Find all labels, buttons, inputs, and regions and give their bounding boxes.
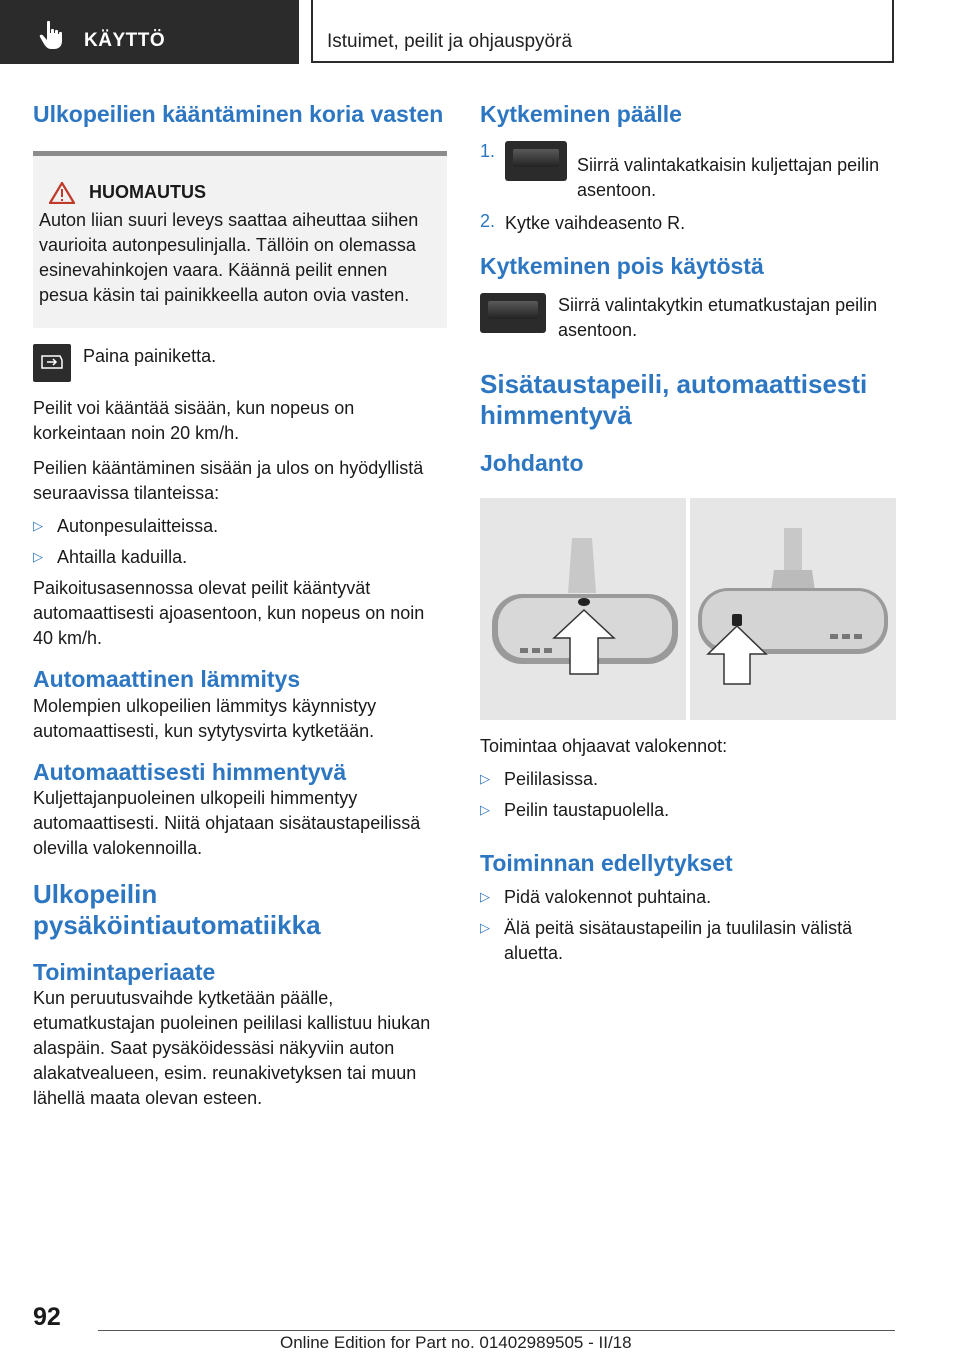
warning-note <box>33 151 447 328</box>
bullet-text: Älä peitä sisätaustapeilin ja tuulilasin välistä aluetta. <box>504 918 853 964</box>
bullet-triangle-icon: ▷ <box>480 920 490 936</box>
list-item <box>480 885 896 910</box>
warning-triangle-icon <box>49 182 75 204</box>
footer-divider <box>98 1330 895 1331</box>
note-title: HUOMAUTUS <box>89 182 206 203</box>
interior-mirror-illustration <box>480 498 896 720</box>
bullet-text: Peilin taustapuolella. <box>504 799 670 820</box>
section-label: KÄYTTÖ <box>84 30 166 51</box>
bullet-text: Ahtailla kaduilla. <box>57 546 188 567</box>
left-column <box>33 100 447 1111</box>
step-text: Siirrä valintakatkaisin kuljettajan peilin asentoon. <box>577 154 880 200</box>
press-button-text: Paina painiketta. <box>83 345 217 366</box>
heading-principle: Toimintaperiaate <box>33 958 216 985</box>
paragraph-heating: Molempien ulkopeilien lämmitys käynnistyy automaattisesti, kun sytytysvirta kytketään. <box>33 695 377 741</box>
header-section-tab <box>0 0 299 64</box>
selector-switch-icon <box>480 293 546 333</box>
mirror-front-image <box>480 498 686 720</box>
list-item <box>480 798 896 823</box>
paragraph-parking-position: Paikoitusasennossa olevat peilit kääntyvät automaattisesti ajoasentoon, kun nopeus on noin 40 km/h. <box>33 577 425 648</box>
step-2 <box>480 211 896 236</box>
heading-interior-mirror: Sisätaustapeili, automaattisesti himmentyvä <box>480 368 868 430</box>
step-number: 1. <box>480 140 496 161</box>
paragraph-light-sensors: Toimintaa ohjaavat valokennot: <box>480 735 728 756</box>
paragraph-speed-limit: Peilit voi kääntää sisään, kun nopeus on korkeintaan noin 20 km/h. <box>33 397 355 443</box>
heading-auto-dimming: Automaattisesti himmentyvä <box>33 758 347 785</box>
bullet-text: Pidä valokennot puhtaina. <box>504 887 712 908</box>
page-number: 92 <box>33 1303 61 1331</box>
paragraph-principle: Kun peruutusvaihde kytketään päälle, etumatkustajan puoleinen peililasi kallistuu hiukan alaspäin. Saat pysäköidessäsi näkyviin auton alakatvealueen, esim. reunakivetyksen tai muun lähellä maata olevan esteen. <box>33 988 431 1109</box>
list-item <box>33 514 447 539</box>
heading-intro: Johdanto <box>480 449 584 476</box>
bullet-triangle-icon: ▷ <box>33 548 43 564</box>
heading-requirements: Toiminnan edellytykset <box>480 849 733 876</box>
heading-switch-on: Kytkeminen päälle <box>480 101 682 127</box>
right-column <box>480 100 896 966</box>
bullet-triangle-icon: ▷ <box>480 770 490 786</box>
step-number: 2. <box>480 210 496 231</box>
step-1 <box>480 141 896 203</box>
heading-fold-mirrors: Ulkopeilien kääntäminen koria vasten <box>33 101 444 127</box>
list-item <box>480 767 896 792</box>
bullet-triangle-icon: ▷ <box>480 889 490 905</box>
heading-auto-heating: Automaattinen lämmitys <box>33 665 301 692</box>
heading-switch-off: Kytkeminen pois käytöstä <box>480 252 764 279</box>
selector-switch-icon <box>505 141 567 181</box>
list-item <box>480 916 896 966</box>
paragraph-dimming: Kuljettajanpuoleinen ulkopeili himmentyy automaattisesti. Niitä ohjataan sisätaustapeilissä olevilla valokennoilla. <box>33 788 421 859</box>
bullet-text: Peililasissa. <box>504 768 599 789</box>
note-text: Auton liian suuri leveys saattaa aiheuttaa siihen vaurioita autonpesulinjalla. Tällöin on olemassa esinevahinkojen vaara. Käännä peilit ennen pesua käsin tai painikkeella auton ovia vasten. <box>39 209 419 305</box>
mirror-fold-button-icon <box>33 344 71 382</box>
step-text: Kytke vaihdeasento R. <box>505 212 686 233</box>
paragraph-useful-situations: Peilien kääntäminen sisään ja ulos on hyödyllistä seuraavissa tilanteissa: <box>33 457 424 503</box>
footer-edition: Online Edition for Part no. 01402989505 - II/18 <box>280 1333 632 1352</box>
bullet-triangle-icon: ▷ <box>480 801 490 817</box>
bullet-triangle-icon: ▷ <box>33 517 43 533</box>
mirror-back-image <box>690 498 896 720</box>
header-chapter-tab <box>311 0 894 63</box>
list-item <box>33 545 447 570</box>
chapter-title: Istuimet, peilit ja ohjauspyörä <box>327 31 573 52</box>
switch-off-text: Siirrä valintakytkin etumatkustajan peilin asentoon. <box>558 294 878 340</box>
heading-parking-automatic: Ulkopeilin pysäköintiautomatiikka <box>33 879 321 941</box>
bullet-text: Autonpesulaitteissa. <box>57 515 219 536</box>
hand-pointer-icon <box>38 20 66 50</box>
